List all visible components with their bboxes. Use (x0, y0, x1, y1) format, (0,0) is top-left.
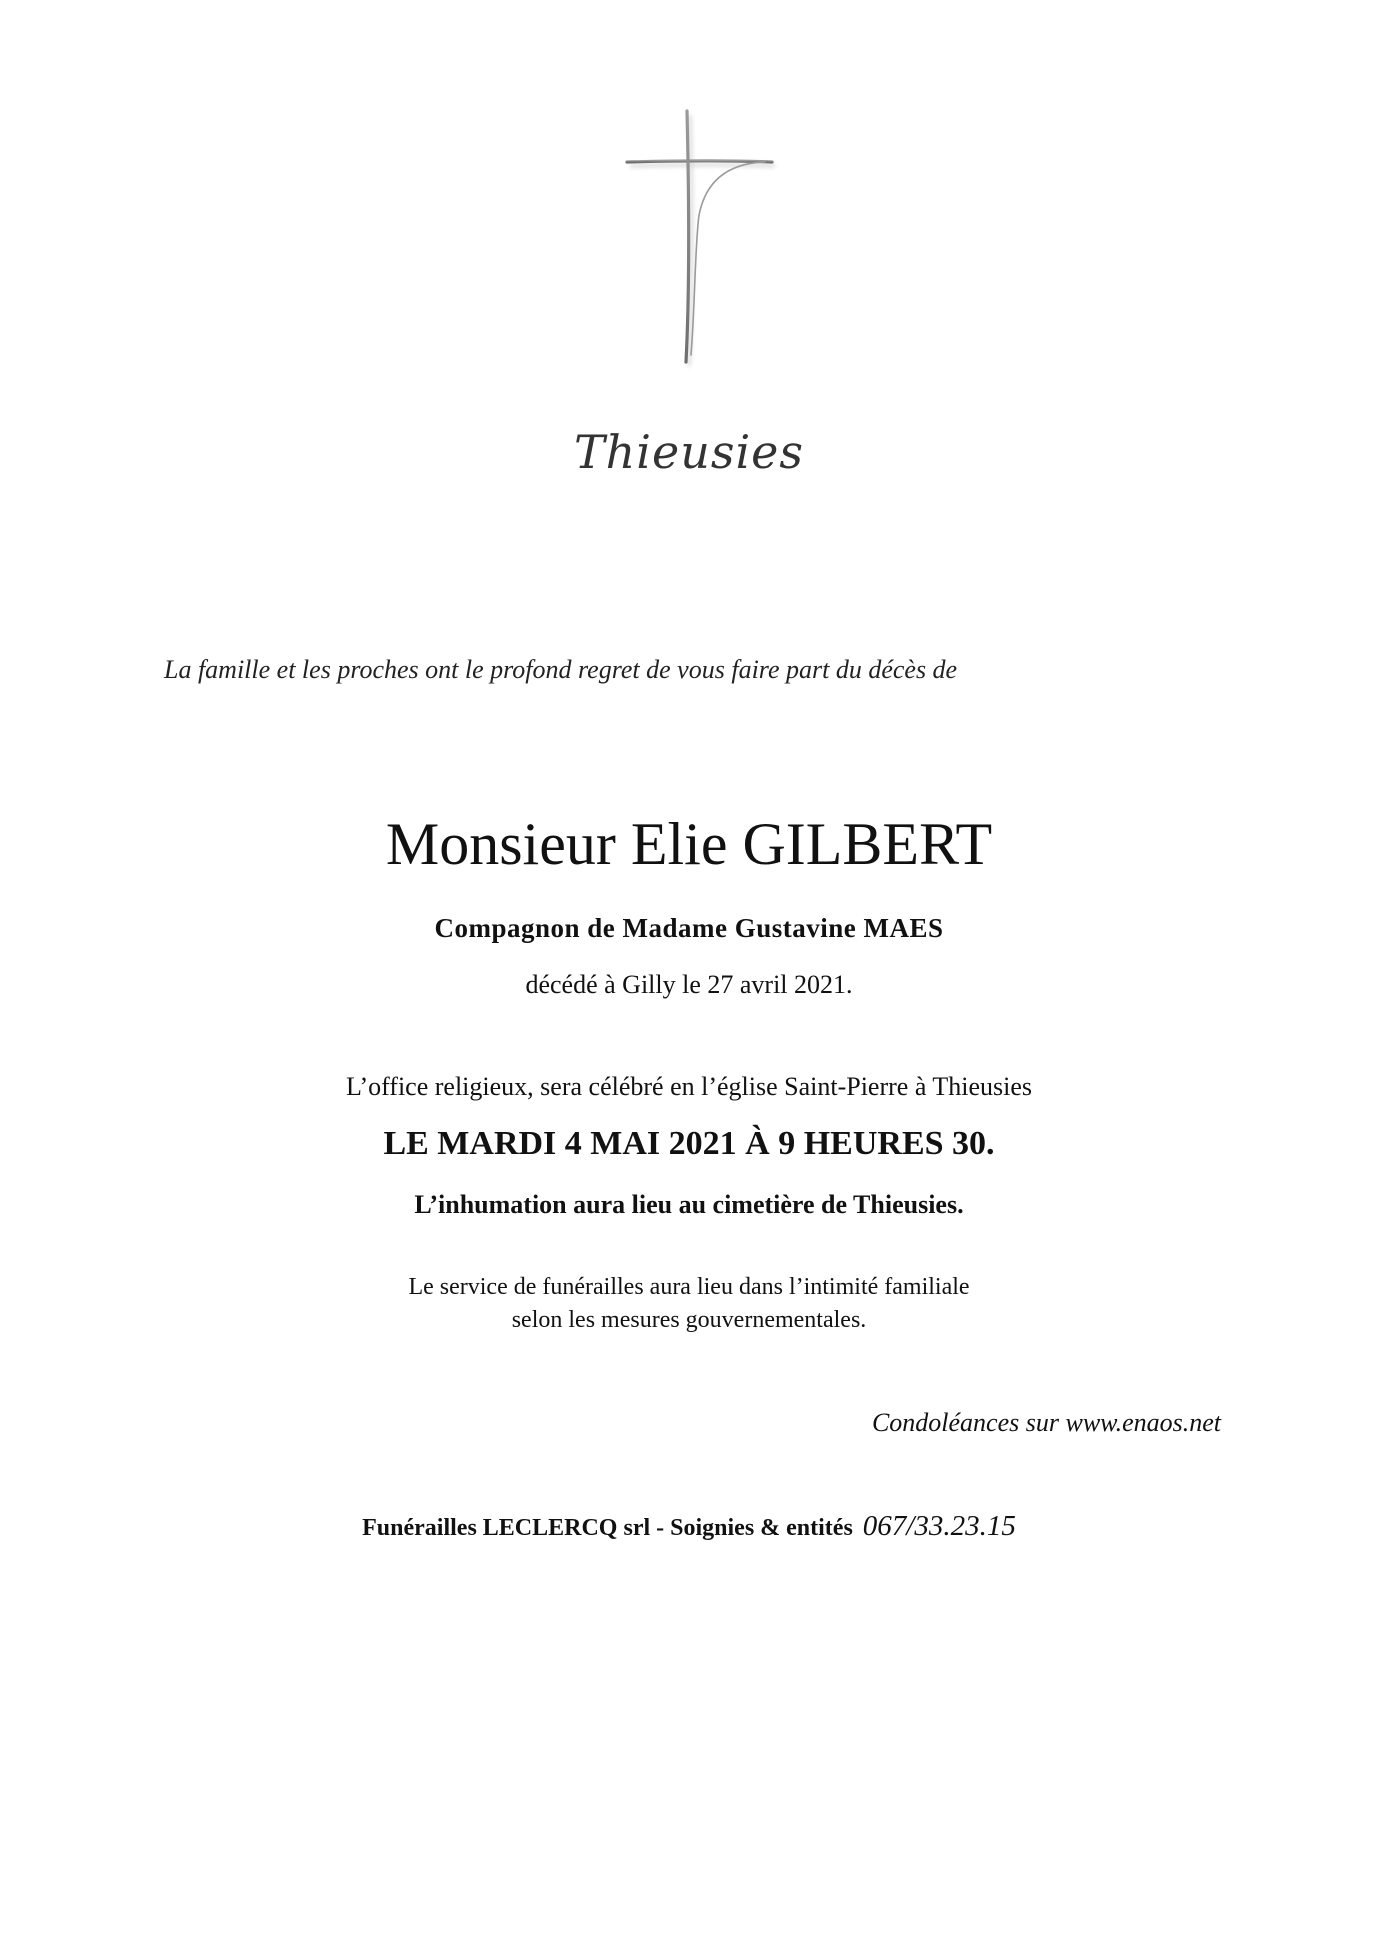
companion-text: Compagnon de Madame Gustavine MAES (434, 913, 944, 943)
burial-text: L’inhumation aura lieu au cimetière de Thieusies. (414, 1190, 964, 1219)
ceremony-date: LE MARDI 4 MAI 2021 À 9 HEURES 30. (383, 1125, 995, 1162)
funeral-phone: 067/33.23.15 (862, 1510, 1016, 1542)
funeral-company: Funérailles LECLERCQ srl - Soignies & entités (362, 1515, 853, 1541)
funeral-home (0, 1510, 1378, 1543)
service-line-2: selon les mesures gouvernementales. (511, 1307, 867, 1333)
place-name: Thieusies (573, 425, 804, 479)
cross-icon (625, 105, 785, 385)
deceased-name: Monsieur Elie GILBERT (385, 811, 993, 877)
intro-text: La famille et les proches ont le profond regret de vous faire part du décès de (164, 655, 958, 684)
condolences-text: Condoléances sur www.enaos.net (871, 1408, 1221, 1437)
death-text: décédé à Gilly le 27 avril 2021. (525, 970, 853, 999)
service-line-1: Le service de funérailles aura lieu dans l’intimité familiale (408, 1274, 970, 1300)
office-text: L’office religieux, sera célébré en l’église Saint-Pierre à Thieusies (345, 1072, 1033, 1101)
